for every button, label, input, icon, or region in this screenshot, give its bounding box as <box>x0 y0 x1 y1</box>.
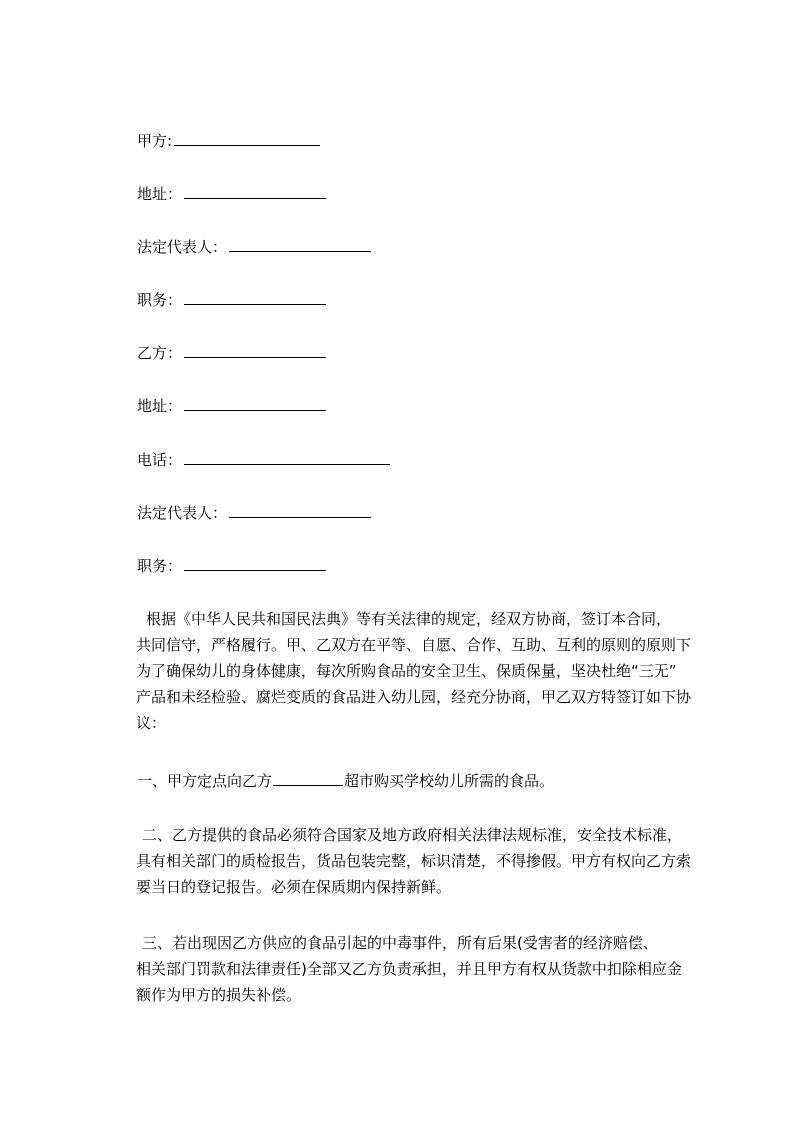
clause-1-prefix: 一、甲方定点向乙方 <box>137 772 273 790</box>
position-b-blank[interactable] <box>184 556 326 571</box>
clause-3-line: 三、若出现因乙方供应的食品引起的中毒事件，所有后果(受害者的经济赔偿、 <box>142 934 658 952</box>
supermarket-name-blank[interactable] <box>273 771 343 786</box>
address-b-field <box>137 396 326 416</box>
preamble-line: 为了确保幼儿的身体健康，每次所购食品的安全卫生、保质保量，坚决杜绝“三无” <box>136 662 677 680</box>
legal-rep-b-blank[interactable] <box>229 503 371 518</box>
legal-rep-a-label: 法定代表人： <box>137 238 228 256</box>
phone-b-field <box>137 450 390 470</box>
party-b-blank[interactable] <box>184 343 326 358</box>
clause-3-line: 额作为甲方的损失补偿。 <box>136 986 302 1004</box>
position-b-field <box>137 556 326 576</box>
clause-2-line: 二、乙方提供的食品必须符合国家及地方政府相关法律法规标准，安全技术标准， <box>142 826 683 844</box>
clause-1-suffix: 超市购买学校幼儿所需的食品。 <box>344 772 555 790</box>
phone-b-label: 电话： <box>137 451 183 469</box>
legal-rep-b-label: 法定代表人： <box>137 504 228 522</box>
legal-rep-a-blank[interactable] <box>229 237 371 252</box>
party-b-field <box>137 343 326 363</box>
position-a-field <box>137 290 326 310</box>
clause-1 <box>137 768 697 794</box>
clause-3-line: 相关部门罚款和法律责任)全部又乙方负责承担，并且甲方有权从货款中扣除相应金 <box>136 960 682 978</box>
position-a-label: 职务： <box>137 291 183 309</box>
clause-2-line: 具有相关部门的质检报告，货品包装完整，标识清楚，不得掺假。甲方有权向乙方索 <box>136 852 692 870</box>
clause-2-line: 要当日的登记报告。必须在保质期内保持新鲜。 <box>136 878 452 896</box>
position-b-label: 职务： <box>137 557 183 575</box>
clause-2 <box>136 822 696 900</box>
party-a-label: 甲方: <box>137 132 173 150</box>
preamble-line: 共同信守，严格履行。甲、乙双方在平等、自愿、合作、互助、互利的原则的原则下 <box>136 636 692 654</box>
party-b-label: 乙方： <box>137 344 183 362</box>
clause-1-line <box>137 768 697 794</box>
address-a-field <box>137 184 326 204</box>
clause-3 <box>136 930 696 1008</box>
preamble-line: 议： <box>136 714 167 732</box>
legal-rep-b-field <box>137 503 371 523</box>
position-a-blank[interactable] <box>184 290 326 305</box>
address-a-blank[interactable] <box>184 184 326 199</box>
phone-b-blank[interactable] <box>184 450 390 465</box>
preamble-line: 根据《中华人民共和国民法典》等有关法律的规定，经双方协商，签订本合同， <box>146 610 672 628</box>
legal-rep-a-field <box>137 237 371 257</box>
preamble-line: 产品和未经检验、腐烂变质的食品进入幼儿园，经充分协商，甲乙双方特签订如下协 <box>136 688 692 706</box>
address-a-label: 地址： <box>137 185 183 203</box>
preamble-paragraph <box>136 606 696 736</box>
party-a-blank[interactable] <box>174 131 320 146</box>
address-b-blank[interactable] <box>184 396 326 411</box>
party-a-field <box>137 131 320 151</box>
address-b-label: 地址： <box>137 397 183 415</box>
